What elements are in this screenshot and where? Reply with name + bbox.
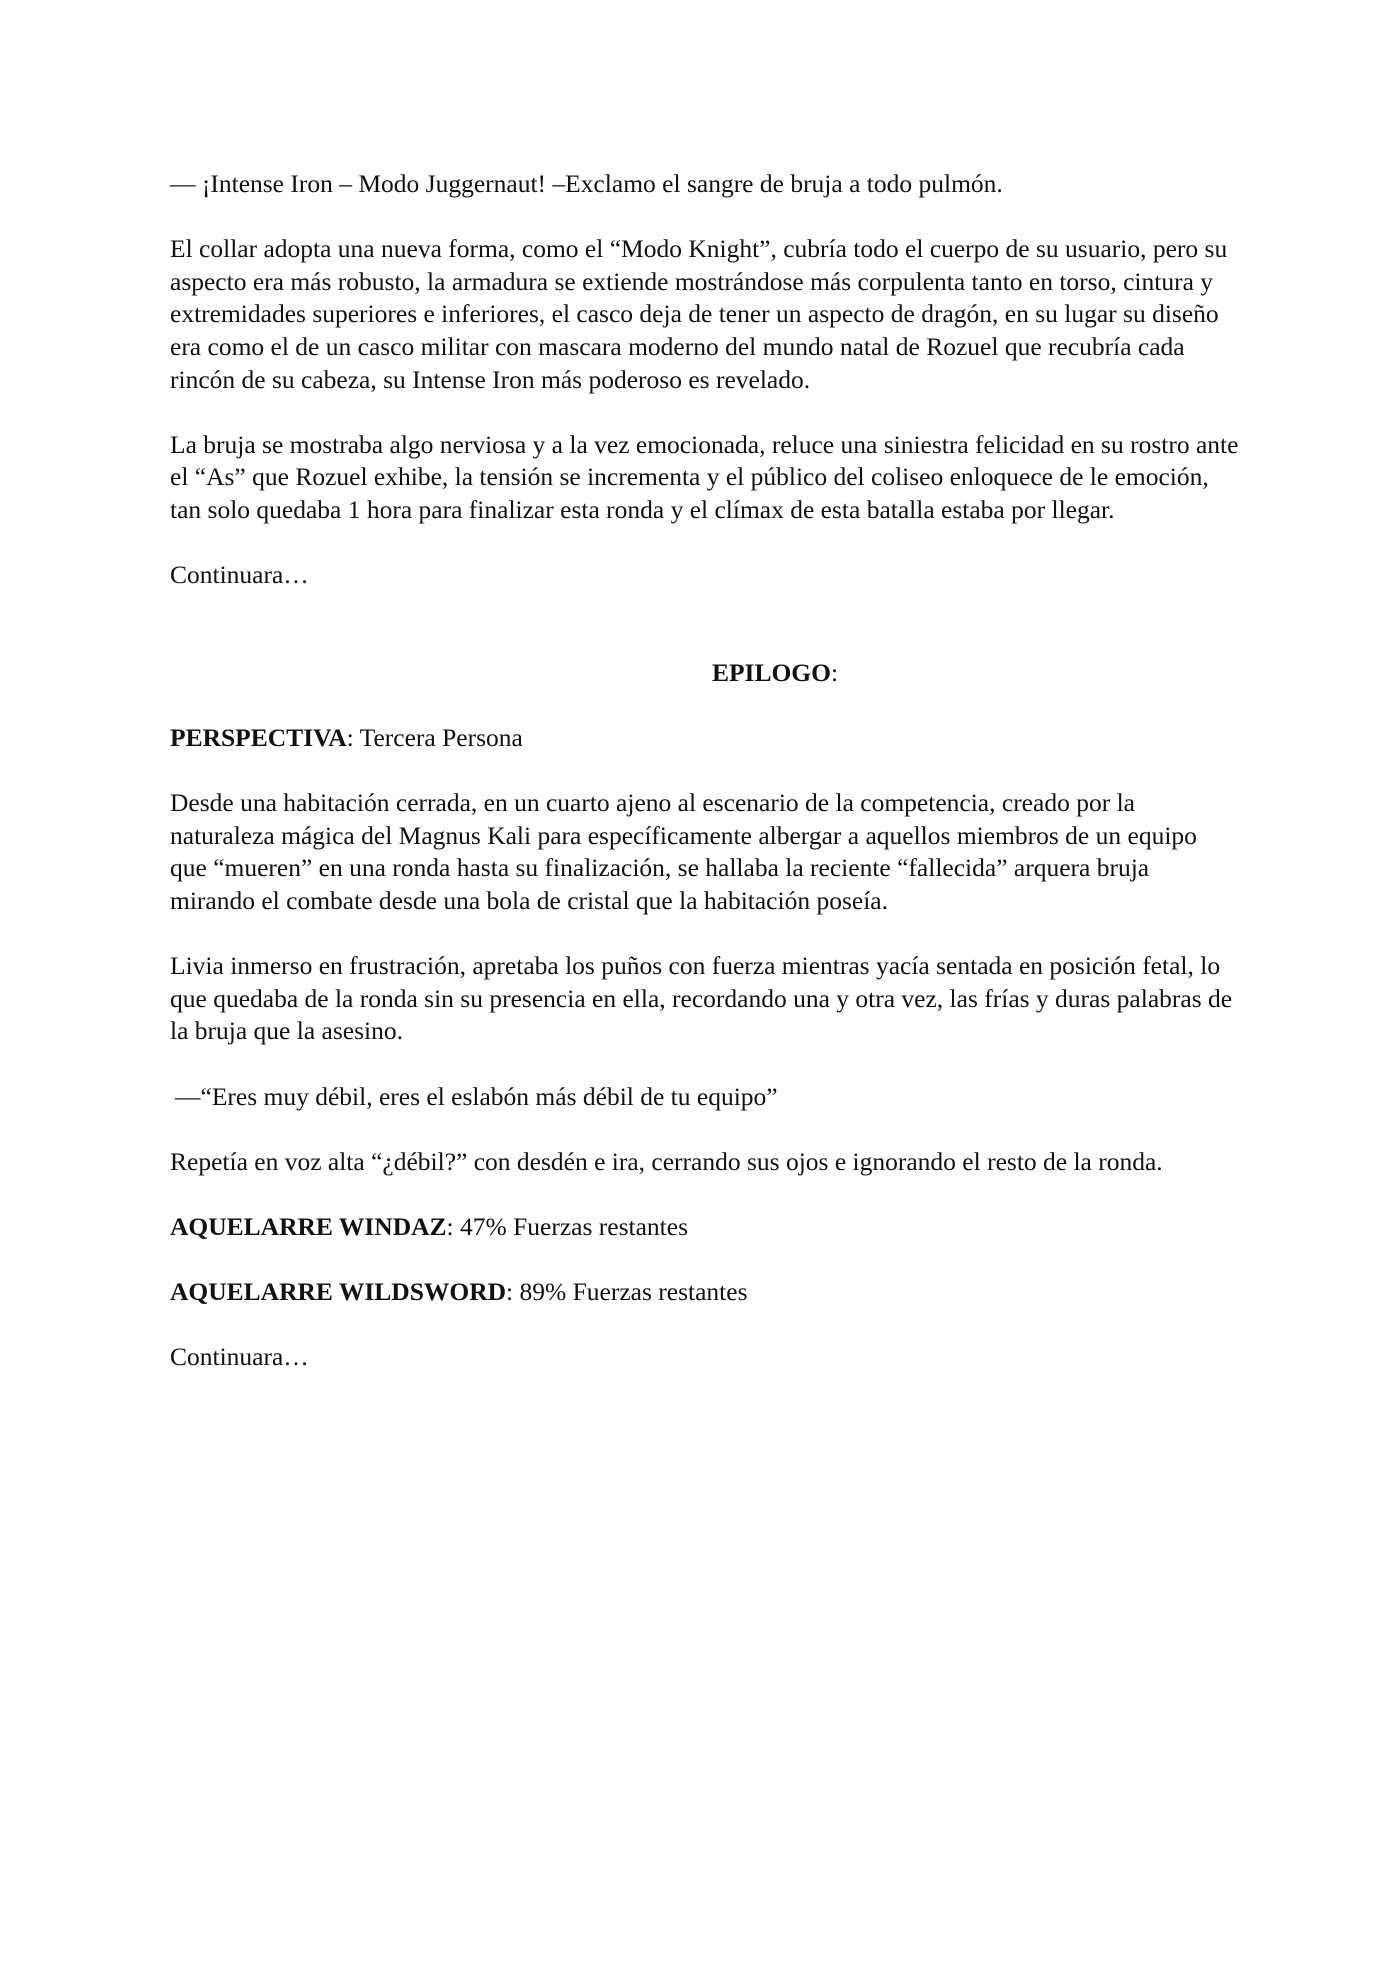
perspective-label: PERSPECTIVA [170,723,347,753]
paragraph-witch-reaction: La bruja se mostraba algo nerviosa y a la vez emocionada, reluce una siniestra felicidad en su rostro ante el “As” que Rozuel exhibe, la tensión se incrementa y el público del coliseo enloquece de le emoción, tan solo quedaba 1 hora para finalizar esta ronda y el clímax de esta batalla estaba por llegar. [170,429,1239,524]
continue-text-1: Continuara… [170,560,309,590]
paragraph-livia-frustration: Livia inmerso en frustración, apretaba los puños con fuerza mientras yacía sentada en posición fetal, lo que quedaba de la ronda sin su presencia en ella, recordando una y otra vez, las frías y duras palabras de la bruja que la asesino. [170,951,1233,1046]
continue-text-2: Continuara… [170,1342,309,1372]
team-name-wildsword: AQUELARRE WILDSWORD [170,1277,507,1307]
team-value-wildsword: : 89% Fuerzas restantes [506,1277,748,1307]
blank-line [170,624,1240,657]
perspective-value: : Tercera Persona [346,723,523,753]
team-status-windaz [170,1211,1240,1244]
document-body [170,168,1240,1407]
epilogue-heading [170,657,1240,690]
team-name-windaz: AQUELARRE WINDAZ [170,1212,447,1241]
perspective-line [170,722,1240,755]
dialog-line-weak: —“Eres muy débil, eres el eslabón más débil de tu equipo” [175,1081,778,1111]
paragraph-room-description: Desde una habitación cerrada, en un cuarto ajeno al escenario de la competencia, creado por la naturaleza mágica del Magnus Kali para específicamente albergar a aquellos miembros de un equipo que “mueren” en una ronda hasta su finalización, se hallaba la reciente “fallecida” arquera bruja mirando el combate desde una bola de cristal que la habitación poseía. [170,788,1197,916]
team-value-windaz: : 47% Fuerzas restantes [446,1212,688,1241]
paragraph-repeating-weak: Repetía en voz alta “¿débil?” con desdén e ira, cerrando sus ojos e ignorando el resto de la ronda. [170,1146,1163,1176]
team-status-wildsword [170,1276,1240,1309]
epilogue-heading-colon: : [830,657,839,687]
dialog-line-juggernaut: — ¡Intense Iron – Modo Juggernaut! –Exclamo el sangre de bruja a todo pulmón. [170,169,1003,198]
paragraph-armor-description: El collar adopta una nueva forma, como el “Modo Knight”, cubría todo el cuerpo de su usuario, pero su aspecto era más robusto, la armadura se extiende mostrándose más corpulenta tanto en torso, cintura y extremidades superiores e inferiores, el casco deja de tener un aspecto de dragón, en su lugar su diseño era como el de un casco militar con mascara moderno del mundo natal de Rozuel que recubría cada rincón de su cabeza, su Intense Iron más poderoso es revelado. [170,234,1228,394]
epilogue-heading-text: EPILOGO [711,657,831,687]
